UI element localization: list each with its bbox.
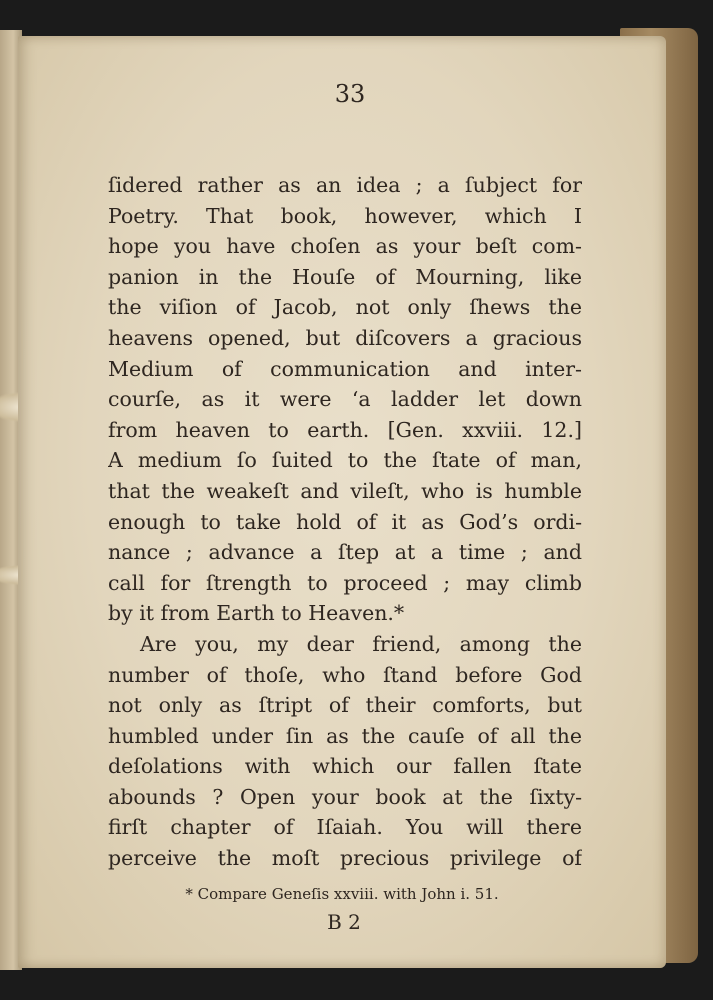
text-line: the viſion of Jacob, not only ſhews the [108,295,582,320]
text-line: Poetry. That book, however, which I [108,203,582,228]
text-line: not only as ſtript of their comforts, but [108,693,582,718]
text-line: nance ; advance a ſtep at a time ; and [108,540,582,565]
footnote: * Compare Geneſis xxviii. with John i. 51. [185,885,499,903]
text-line: from heaven to earth. [Gen. xxviii. 12.] [108,417,582,442]
signature-mark: B 2 [327,910,361,934]
text-line: perceive the moſt precious privilege of [108,846,582,871]
text-line: Medium of communication and inter- [108,356,582,381]
text-line: firſt chapter of Iſaiah. You will there [108,815,582,840]
text-line: hope you have choſen as your beſt com- [108,234,582,259]
text-line: number of thoſe, who ſtand before God [108,662,582,687]
page-number: 33 [334,80,366,108]
text-line: by it from Earth to Heaven.* [108,601,405,626]
text-line: heavens opened, but diſcovers a gracious [108,325,582,350]
text-line: Are you, my dear friend, among the [140,631,582,656]
text-line: that the weakeſt and vileſt, who is humble [108,478,582,503]
text-line: panion in the Houſe of Mourning, like [108,264,582,289]
text-line: A medium ſo ſuited to the ſtate of man, [108,448,582,473]
text-line: deſolations with which our fallen ſtate [108,754,582,779]
text-line: ſidered rather as an idea ; a ſubject for [108,173,582,197]
text-line: call for ſtrength to proceed ; may climb [108,570,582,595]
page-body-text [108,170,582,874]
text-line: enough to take hold of it as God’s ordi- [108,509,582,534]
text-line: humbled under ſin as the cauſe of all the [108,723,582,748]
text-line: courſe, as it were ‘a ladder let down [108,387,582,412]
text-line: abounds ? Open your book at the ſixty- [108,784,582,809]
